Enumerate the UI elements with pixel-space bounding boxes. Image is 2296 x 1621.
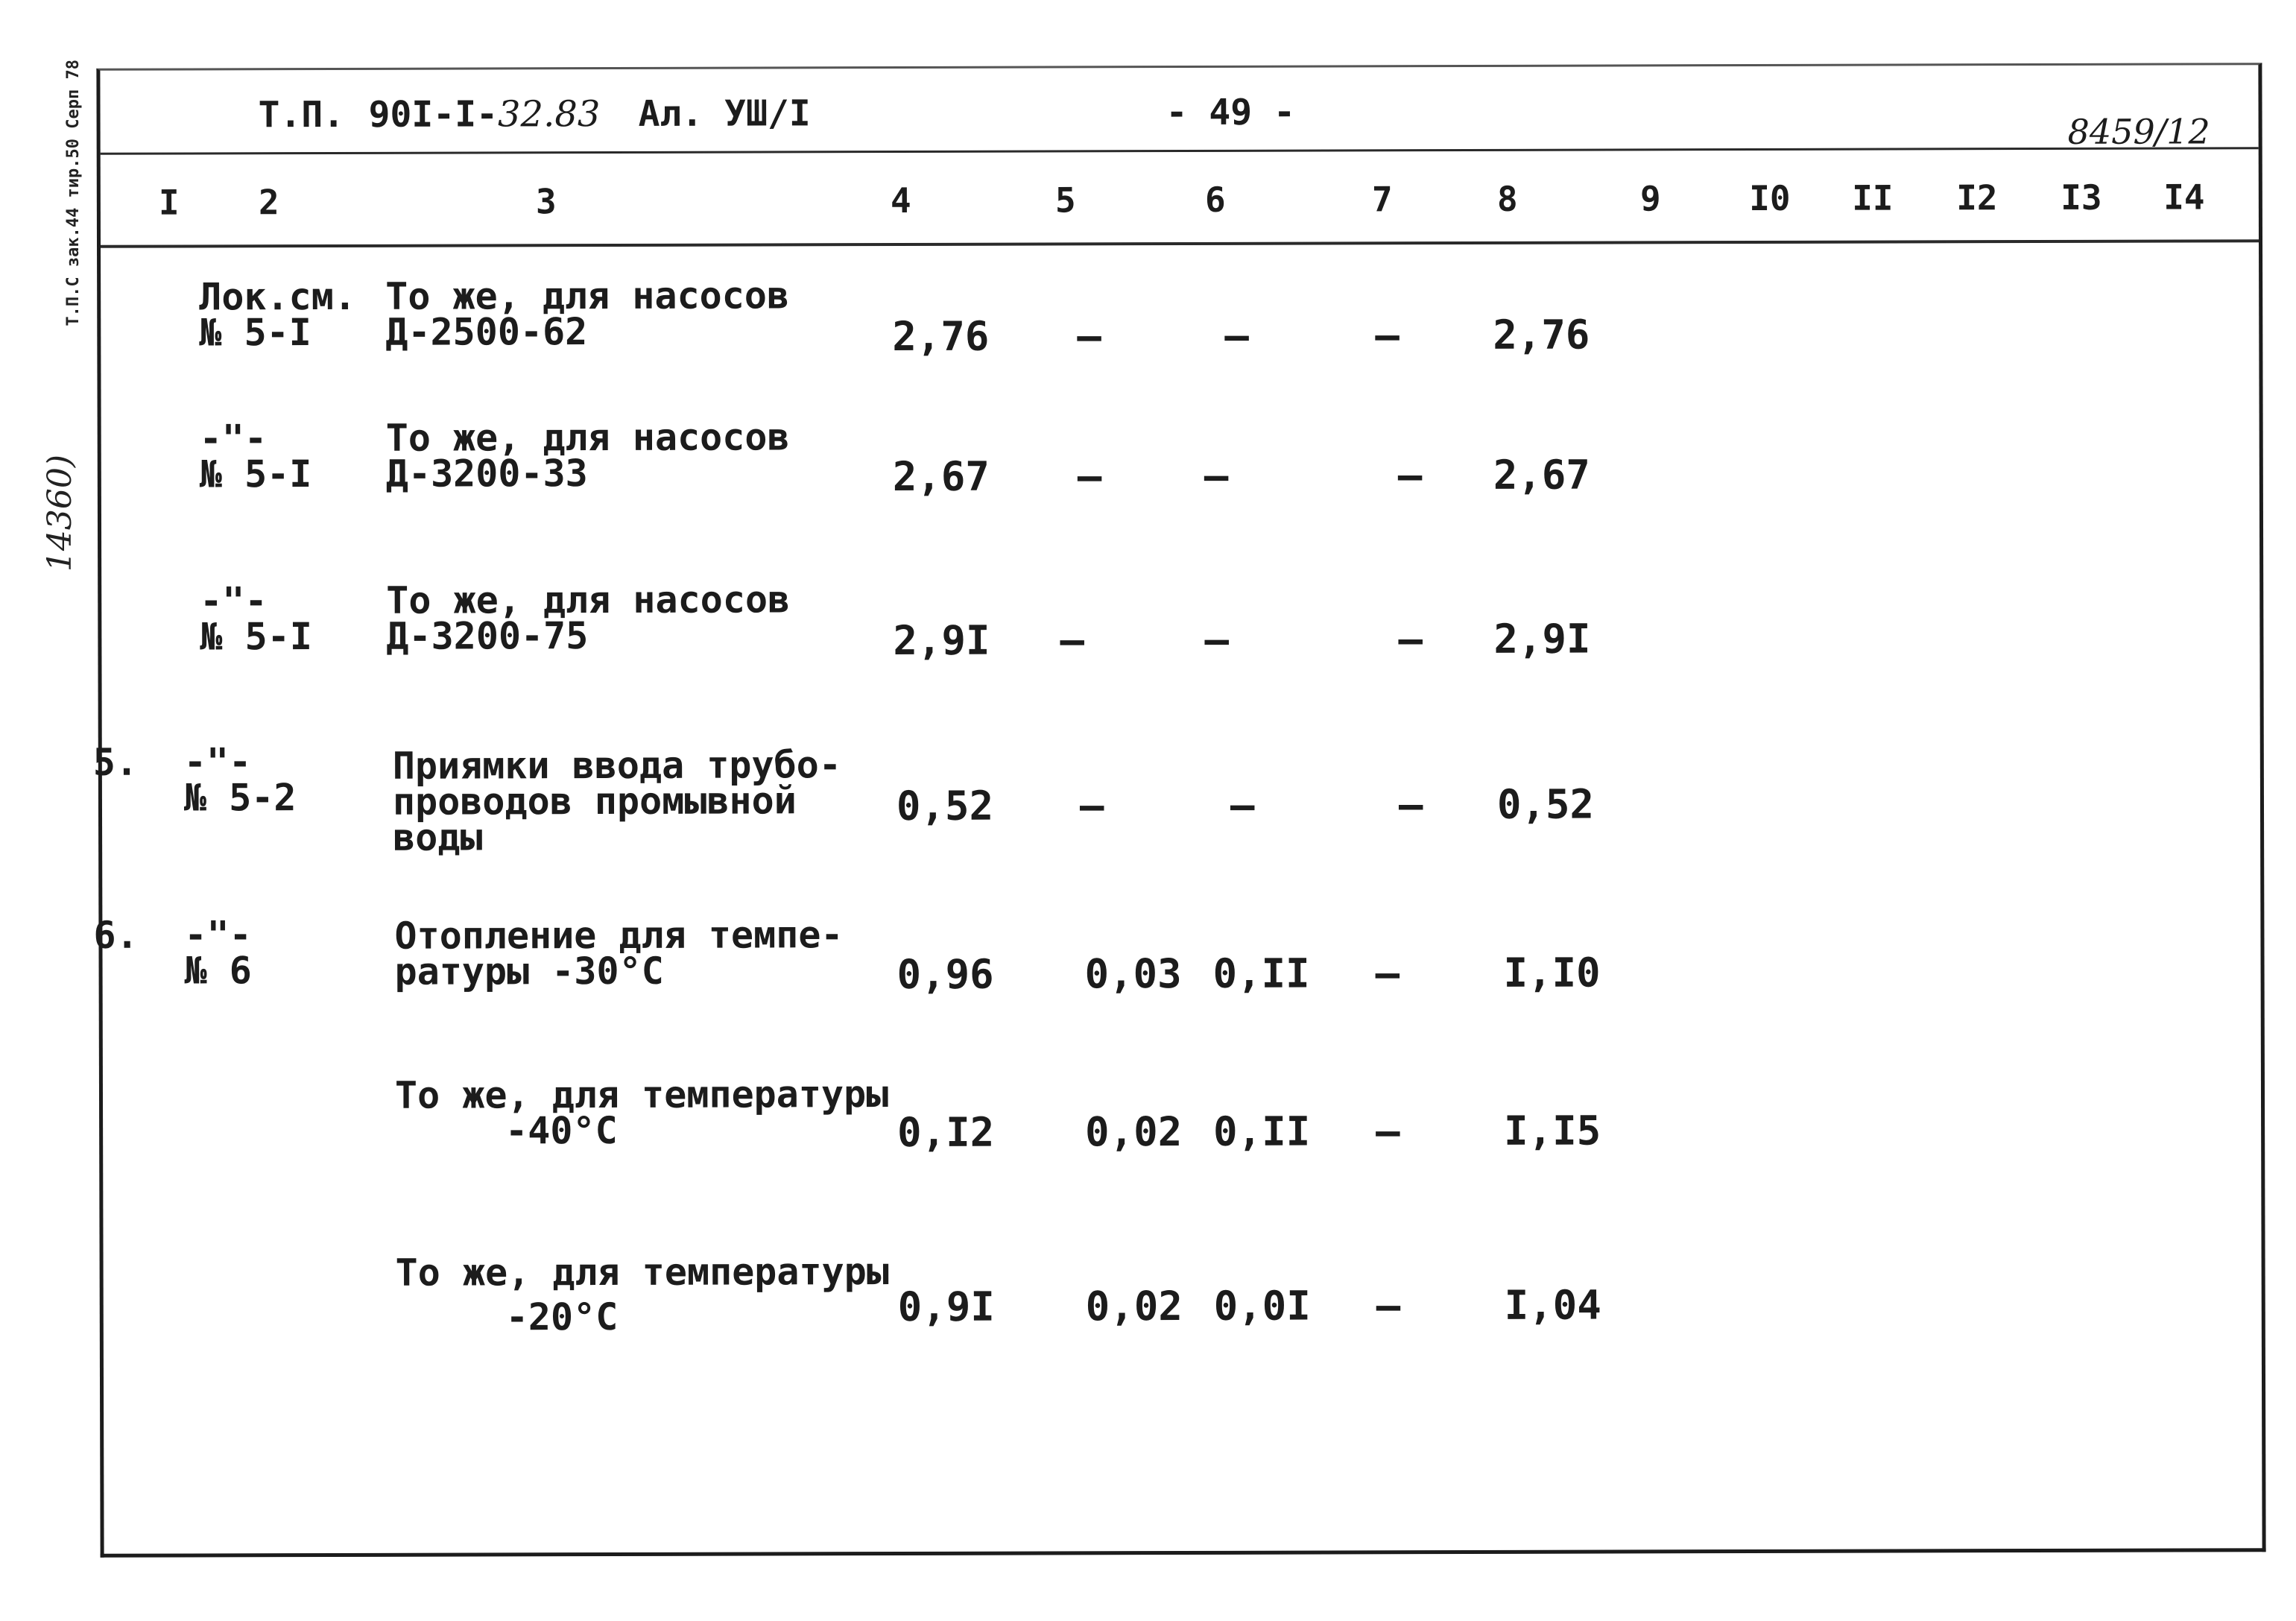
column-number: 9 [1639,178,1661,219]
cell-col5: – [1077,452,1102,500]
desc-line: Д-3200-33 [385,452,588,496]
ref-line: -"- [199,417,268,461]
column-number: 4 [890,180,911,221]
page-number: - 49 - [1166,91,1296,134]
cell-col8: I,04 [1504,1281,1601,1329]
doc-prefix: Т.П. [258,93,345,136]
cell-col4: 2,67 [892,452,990,501]
column-number: I3 [2061,177,2102,218]
column-number: I [158,182,180,223]
cell-col8: 2,9I [1493,615,1591,663]
ref-line: -"- [200,579,268,623]
cell-col4: 0,I2 [897,1108,995,1156]
cell-col7: – [1398,781,1423,829]
cell-col5: – [1079,782,1104,830]
ref-line: № 5-2 [183,776,297,820]
cell-col7: – [1375,312,1400,359]
doc-number-printed: 90I-I- [368,93,499,136]
ref-line: № 5-I [200,615,312,659]
cell-col8: I,I0 [1503,949,1601,996]
ref-line: № 5-I [199,311,311,355]
cell-col7: – [1397,452,1423,499]
cell-col6: – [1230,781,1255,829]
doc-number [368,93,600,136]
desc-line: Д-3200-75 [386,614,589,658]
cell-col7: – [1376,1107,1400,1155]
column-number: 8 [1496,178,1518,219]
desc-line: -20°С [505,1295,619,1339]
desc-line: -40°С [505,1108,618,1153]
cell-col6: 0,II [1212,949,1310,997]
cell-col6: 0,II [1213,1107,1311,1155]
cell-col4: 0,96 [896,950,994,998]
desc-line: То же, для температуры [395,1250,889,1295]
desc-line: То же, для температуры [394,1072,889,1117]
cell-col5: 0,03 [1084,949,1182,998]
cell-col4: 0,9I [897,1283,995,1330]
column-number: II [1852,177,1894,218]
desc-line: ратуры -30°С [394,949,664,993]
print-stamp: Т.П.С зак.44 тир.50 Серп 78 [64,60,83,326]
cell-col5: – [1077,312,1101,360]
cell-col6: – [1204,452,1229,499]
desc-line: То же, для насосов [386,578,791,622]
column-number: 6 [1204,179,1226,220]
desc-line: Д-2500-62 [385,310,588,354]
desc-line: воды [393,815,483,859]
cell-col8: 0,52 [1496,780,1595,828]
column-number: I4 [2163,177,2205,218]
cell-col8: I,I5 [1504,1107,1601,1154]
cell-col6: – [1224,312,1249,359]
cell-col4: 2,9I [893,616,990,665]
column-number: 7 [1371,179,1393,220]
ref-line: Лок.см. [199,274,356,319]
column-number: 3 [535,181,557,222]
doc-number-handwritten: 32.83 [497,93,601,136]
ref-line: -"- [183,740,252,784]
desc-line: То же, для насосов [385,415,790,460]
column-number: 2 [258,182,279,223]
item-number: 6. [93,913,139,957]
cell-col7: – [1398,616,1423,663]
inventory-number: 8459/12 [2067,111,2210,152]
desc-line: Отопление для темпе- [394,913,844,958]
cell-col8: 2,67 [1493,451,1590,499]
column-number: I2 [1956,177,1998,218]
margin-handwritten-note: 14360) [41,455,79,572]
table-sheet [92,63,2265,1558]
cell-col6: – [1204,616,1229,663]
cell-col5: 0,02 [1085,1282,1183,1330]
desc-line: проводов промывной [392,779,797,824]
cell-col6: 0,0I [1213,1282,1311,1330]
cell-col8: 2,76 [1493,311,1590,358]
ref-line: № 5-I [199,452,312,496]
item-number: 5. [92,740,139,784]
desc-line: Приямки ввода трубо- [392,743,841,788]
cell-col4: 2,76 [892,312,990,361]
header-divider [101,147,2259,155]
cell-col5: – [1060,616,1085,664]
column-number: 5 [1054,180,1076,221]
ref-line: -"- [184,913,252,957]
cell-col7: – [1375,949,1400,997]
cell-col5: 0,02 [1085,1107,1183,1156]
album-label: Ал. УШ/I [638,92,811,135]
cell-col4: 0,52 [896,782,994,830]
ref-line: № 6 [184,949,252,993]
desc-line: То же, для насосов [385,274,790,318]
cell-col7: – [1376,1282,1401,1330]
column-number: I0 [1749,177,1791,219]
column-header-divider [101,239,2259,248]
